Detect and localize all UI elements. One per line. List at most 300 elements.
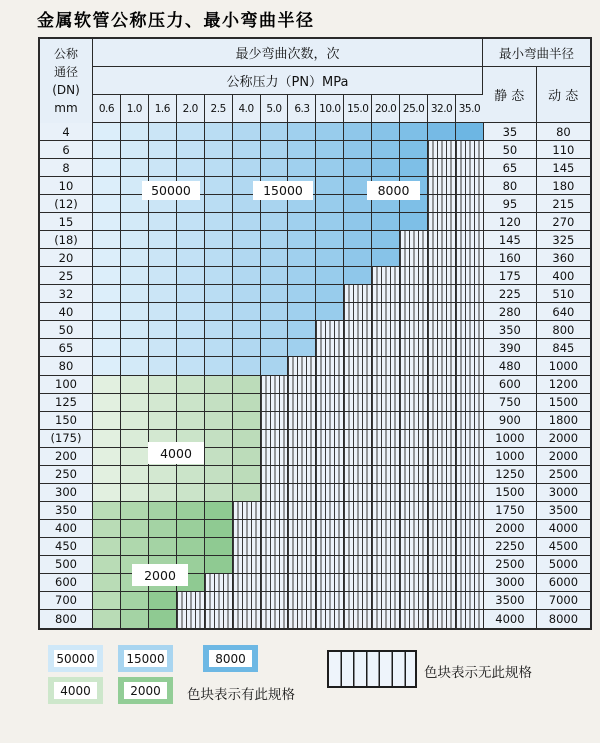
dn-column-header [40, 39, 93, 123]
no-spec-cell [456, 610, 484, 628]
spec-cell [177, 339, 205, 356]
static-radius-cell: 1500 [484, 484, 537, 501]
pressure-col-header: 15.0 [344, 95, 372, 122]
spec-cell [344, 213, 372, 230]
spec-cell [93, 592, 121, 609]
no-spec-cell [288, 538, 316, 555]
spec-cell [121, 249, 149, 266]
dn-cell: 600 [40, 574, 93, 591]
spec-cell [288, 303, 316, 320]
no-spec-cell [344, 502, 372, 519]
no-spec-cell [261, 592, 289, 609]
dn-cell: 450 [40, 538, 93, 555]
spec-cell [149, 520, 177, 537]
spec-cell [205, 303, 233, 320]
spec-cell [316, 267, 344, 284]
no-spec-cell [261, 484, 289, 501]
dn-cell: 800 [40, 610, 93, 628]
no-spec-cell [428, 195, 456, 212]
no-spec-cell [316, 574, 344, 591]
spec-cell [121, 412, 149, 429]
spec-cell [205, 538, 233, 555]
spec-cell [149, 502, 177, 519]
spec-cell [121, 231, 149, 248]
static-radius-cell: 1000 [484, 448, 537, 465]
spec-cell [121, 141, 149, 158]
no-spec-cell [316, 610, 344, 628]
spec-cell [205, 466, 233, 483]
no-spec-cell [316, 430, 344, 447]
no-spec-cell [372, 339, 400, 356]
no-spec-cell [261, 394, 289, 411]
no-spec-cell [316, 592, 344, 609]
no-spec-cell [288, 484, 316, 501]
spec-cell [121, 448, 149, 465]
no-spec-cell [428, 285, 456, 302]
spec-cell [149, 231, 177, 248]
spec-cell [233, 285, 261, 302]
no-spec-cell [233, 520, 261, 537]
no-spec-cell [456, 231, 484, 248]
zone-label-4000: 4000 [149, 443, 203, 463]
table-row [40, 484, 590, 502]
static-radius-cell: 900 [484, 412, 537, 429]
no-spec-cell [288, 466, 316, 483]
no-spec-cell [428, 610, 456, 628]
no-spec-cell [456, 394, 484, 411]
no-spec-cell [344, 556, 372, 573]
spec-cell [233, 141, 261, 158]
spec-cell [233, 430, 261, 447]
legend-swatch-label: 15000 [124, 650, 167, 667]
no-spec-cell [428, 430, 456, 447]
no-spec-cell [400, 448, 428, 465]
pressure-col-headers [93, 95, 483, 123]
no-spec-cell [428, 592, 456, 609]
no-spec-cell [428, 141, 456, 158]
spec-cell [121, 357, 149, 374]
spec-cell [177, 538, 205, 555]
spec-cell [149, 267, 177, 284]
dn-cell: 200 [40, 448, 93, 465]
spec-cell [344, 249, 372, 266]
spec-cell [121, 538, 149, 555]
spec-cell [93, 412, 121, 429]
no-spec-cell [344, 430, 372, 447]
no-spec-cell [344, 466, 372, 483]
no-spec-cell [456, 538, 484, 555]
no-spec-cell [316, 357, 344, 374]
no-spec-cell [428, 303, 456, 320]
dynamic-radius-cell: 5000 [537, 556, 590, 573]
table-row [40, 610, 590, 628]
spec-cell [177, 357, 205, 374]
spec-cell [149, 592, 177, 609]
no-spec-cell [400, 249, 428, 266]
bend-cycles-header: 最少弯曲次数，次 [93, 39, 483, 67]
no-spec-cell [400, 357, 428, 374]
static-radius-cell: 750 [484, 394, 537, 411]
spec-cell [149, 339, 177, 356]
static-radius-cell: 65 [484, 159, 537, 176]
spec-cell [149, 376, 177, 393]
no-spec-cell [344, 412, 372, 429]
no-spec-cell [400, 412, 428, 429]
table-row [40, 592, 590, 610]
no-spec-cell [456, 574, 484, 591]
no-spec-cell [316, 556, 344, 573]
no-spec-cell [344, 339, 372, 356]
no-spec-cell [456, 520, 484, 537]
spec-cell [205, 484, 233, 501]
dn-cell: 250 [40, 466, 93, 483]
spec-cell [177, 376, 205, 393]
no-spec-cell [372, 610, 400, 628]
table-row [40, 195, 590, 213]
spec-cell [177, 321, 205, 338]
spec-cell [233, 213, 261, 230]
dynamic-radius-cell: 400 [537, 267, 590, 284]
no-spec-cell [456, 412, 484, 429]
spec-cell [316, 285, 344, 302]
no-spec-cell [428, 357, 456, 374]
spec-cell [93, 249, 121, 266]
spec-cell [177, 466, 205, 483]
no-spec-cell [372, 303, 400, 320]
no-spec-cell [261, 538, 289, 555]
spec-cell [93, 231, 121, 248]
no-spec-cell [261, 430, 289, 447]
no-spec-cell [288, 394, 316, 411]
spec-cell [233, 267, 261, 284]
dn-cell: (18) [40, 231, 93, 248]
spec-cell [93, 339, 121, 356]
spec-cell [205, 502, 233, 519]
zone-label-15000: 15000 [254, 182, 312, 199]
spec-cell [233, 231, 261, 248]
spec-cell [261, 231, 289, 248]
spec-cell [261, 267, 289, 284]
dn-header-line: mm [54, 101, 78, 115]
dn-cell: 300 [40, 484, 93, 501]
dynamic-radius-cell: 2000 [537, 448, 590, 465]
no-spec-cell [372, 592, 400, 609]
no-spec-cell [316, 538, 344, 555]
dynamic-radius-cell: 360 [537, 249, 590, 266]
dynamic-radius-cell: 3000 [537, 484, 590, 501]
no-spec-cell [400, 610, 428, 628]
dynamic-radius-cell: 1000 [537, 357, 590, 374]
no-spec-cell [372, 556, 400, 573]
no-spec-cell [428, 339, 456, 356]
static-radius-cell: 350 [484, 321, 537, 338]
spec-cell [316, 231, 344, 248]
no-spec-cell [344, 520, 372, 537]
no-spec-cell [428, 213, 456, 230]
table-row [40, 448, 590, 466]
no-spec-cell [316, 466, 344, 483]
no-spec-cell [288, 376, 316, 393]
spec-cell [344, 141, 372, 158]
static-radius-cell: 3000 [484, 574, 537, 591]
spec-cell [233, 321, 261, 338]
table-row [40, 574, 590, 592]
spec-cell [428, 123, 456, 140]
static-radius-cell: 2250 [484, 538, 537, 555]
no-spec-cell [316, 484, 344, 501]
no-spec-cell [400, 303, 428, 320]
no-spec-cell [344, 538, 372, 555]
no-spec-cell [288, 592, 316, 609]
dn-cell: 350 [40, 502, 93, 519]
spec-cell [233, 303, 261, 320]
no-spec-cell [456, 339, 484, 356]
spec-cell [149, 538, 177, 555]
spec-cell [233, 448, 261, 465]
static-radius-cell: 280 [484, 303, 537, 320]
dn-header-line: (DN) [52, 83, 80, 97]
legend-swatch-label: 4000 [54, 682, 97, 699]
no-spec-cell [233, 502, 261, 519]
table-row [40, 303, 590, 321]
spec-cell [93, 394, 121, 411]
spec-cell [233, 249, 261, 266]
no-spec-cell [288, 574, 316, 591]
zone-label-50000: 50000 [143, 182, 199, 199]
static-radius-cell: 35 [484, 123, 537, 140]
spec-cell [121, 123, 149, 140]
no-spec-cell [456, 448, 484, 465]
no-spec-cell [456, 285, 484, 302]
zone-label-2000: 2000 [133, 565, 187, 585]
spec-cell [205, 141, 233, 158]
no-spec-cell [261, 520, 289, 537]
dn-cell: 500 [40, 556, 93, 573]
no-spec-cell [400, 574, 428, 591]
spec-cell [93, 502, 121, 519]
legend-has-spec-note: 色块表示有此规格 [187, 687, 295, 703]
spec-cell [121, 339, 149, 356]
static-radius-cell: 2000 [484, 520, 537, 537]
static-radius-cell: 3500 [484, 592, 537, 609]
no-spec-cell [316, 448, 344, 465]
dn-cell: 40 [40, 303, 93, 320]
no-spec-cell [372, 574, 400, 591]
legend-swatch-4000 [48, 677, 103, 704]
spec-cell [149, 213, 177, 230]
spec-cell [288, 123, 316, 140]
no-spec-cell [400, 466, 428, 483]
spec-cell [233, 394, 261, 411]
spec-cell [121, 430, 149, 447]
spec-cell [93, 448, 121, 465]
no-spec-cell [456, 357, 484, 374]
dynamic-radius-cell: 3500 [537, 502, 590, 519]
no-spec-cell [233, 538, 261, 555]
pressure-col-header: 35.0 [458, 102, 481, 115]
no-spec-cell [344, 394, 372, 411]
spec-cell [233, 357, 261, 374]
no-spec-cell [456, 592, 484, 609]
dn-cell: 4 [40, 123, 93, 140]
no-spec-cell [428, 538, 456, 555]
spec-cell [316, 177, 344, 194]
spec-cell [288, 339, 316, 356]
no-spec-cell [428, 412, 456, 429]
spec-cell [93, 123, 121, 140]
dynamic-radius-cell: 1200 [537, 376, 590, 393]
table-row [40, 556, 590, 574]
no-spec-cell [456, 466, 484, 483]
no-spec-cell [344, 484, 372, 501]
spec-cell [121, 520, 149, 537]
no-spec-cell [400, 267, 428, 284]
spec-cell [372, 231, 400, 248]
spec-cell [121, 610, 149, 628]
no-spec-cell [428, 376, 456, 393]
no-spec-cell [428, 556, 456, 573]
spec-cell [93, 484, 121, 501]
no-spec-cell [344, 303, 372, 320]
spec-cell [456, 123, 484, 140]
table-row [40, 159, 590, 177]
spec-cell [149, 484, 177, 501]
spec-cell [205, 231, 233, 248]
spec-cell [93, 141, 121, 158]
spec-cell [149, 123, 177, 140]
spec-cell [205, 376, 233, 393]
no-spec-cell [456, 430, 484, 447]
no-spec-cell [372, 267, 400, 284]
no-spec-cell [177, 592, 205, 609]
spec-cell [149, 285, 177, 302]
spec-cell [121, 267, 149, 284]
spec-cell [93, 520, 121, 537]
spec-cell [205, 394, 233, 411]
static-radius-cell: 225 [484, 285, 537, 302]
table-row [40, 394, 590, 412]
spec-cell [205, 339, 233, 356]
static-radius-cell: 2500 [484, 556, 537, 573]
spec-cell [149, 412, 177, 429]
no-spec-cell [456, 195, 484, 212]
table-row [40, 430, 590, 448]
no-spec-cell [372, 538, 400, 555]
no-spec-cell [288, 412, 316, 429]
spec-cell [93, 195, 121, 212]
no-spec-cell [400, 394, 428, 411]
dynamic-radius-cell: 845 [537, 339, 590, 356]
table-row [40, 502, 590, 520]
pressure-col-header: 0.6 [93, 95, 121, 122]
no-spec-cell [372, 430, 400, 447]
spec-cell [93, 466, 121, 483]
no-spec-cell [233, 592, 261, 609]
spec-cell [177, 520, 205, 537]
no-spec-cell [288, 520, 316, 537]
spec-cell [261, 123, 289, 140]
dn-cell: 100 [40, 376, 93, 393]
no-spec-cell [456, 141, 484, 158]
static-radius-cell: 480 [484, 357, 537, 374]
legend-swatch-label: 50000 [54, 650, 97, 667]
no-spec-cell [261, 610, 289, 628]
dn-cell: 50 [40, 321, 93, 338]
spec-cell [233, 123, 261, 140]
no-spec-cell [456, 502, 484, 519]
spec-cell [233, 159, 261, 176]
dn-cell: 15 [40, 213, 93, 230]
spec-cell [149, 466, 177, 483]
no-spec-cell [372, 466, 400, 483]
no-spec-cell [428, 520, 456, 537]
header-right [483, 39, 590, 123]
table-row [40, 285, 590, 303]
dynamic-radius-cell: 640 [537, 303, 590, 320]
no-spec-cell [372, 285, 400, 302]
no-spec-cell [456, 267, 484, 284]
static-header: 静 态 [483, 67, 537, 122]
no-spec-cell [456, 159, 484, 176]
pressure-col-header: 5.0 [261, 95, 289, 122]
spec-cell [205, 448, 233, 465]
no-spec-cell [400, 520, 428, 537]
spec-cell [93, 610, 121, 628]
spec-table [38, 37, 592, 630]
no-spec-cell [205, 592, 233, 609]
no-spec-cell [428, 466, 456, 483]
static-radius-cell: 80 [484, 177, 537, 194]
no-spec-cell [344, 448, 372, 465]
pressure-col-header: 10.0 [316, 95, 344, 122]
no-spec-cell [428, 267, 456, 284]
spec-cell [261, 303, 289, 320]
spec-cell [93, 267, 121, 284]
no-spec-cell [288, 357, 316, 374]
dynamic-radius-cell: 800 [537, 321, 590, 338]
spec-cell [316, 249, 344, 266]
dynamic-radius-cell: 270 [537, 213, 590, 230]
table-row [40, 123, 590, 141]
spec-cell [121, 303, 149, 320]
legend-no-spec-note: 色块表示无此规格 [424, 665, 532, 681]
no-spec-cell [288, 448, 316, 465]
spec-cell [316, 159, 344, 176]
legend-swatch-15000 [118, 645, 173, 672]
spec-cell [177, 267, 205, 284]
no-spec-cell [372, 448, 400, 465]
no-spec-cell [261, 448, 289, 465]
spec-cell [288, 285, 316, 302]
spec-cell [93, 430, 121, 447]
spec-cell [177, 285, 205, 302]
spec-cell [372, 159, 400, 176]
table-row [40, 520, 590, 538]
no-spec-cell [344, 610, 372, 628]
no-spec-cell [344, 376, 372, 393]
spec-cell [93, 159, 121, 176]
dynamic-radius-cell: 1800 [537, 412, 590, 429]
no-spec-cell [316, 520, 344, 537]
table-header [40, 39, 590, 123]
no-spec-cell [177, 610, 205, 628]
spec-cell [121, 285, 149, 302]
pressure-col-header: 20.0 [372, 95, 400, 122]
no-spec-cell [316, 394, 344, 411]
no-spec-cell [261, 376, 289, 393]
spec-cell [261, 321, 289, 338]
spec-cell [205, 159, 233, 176]
